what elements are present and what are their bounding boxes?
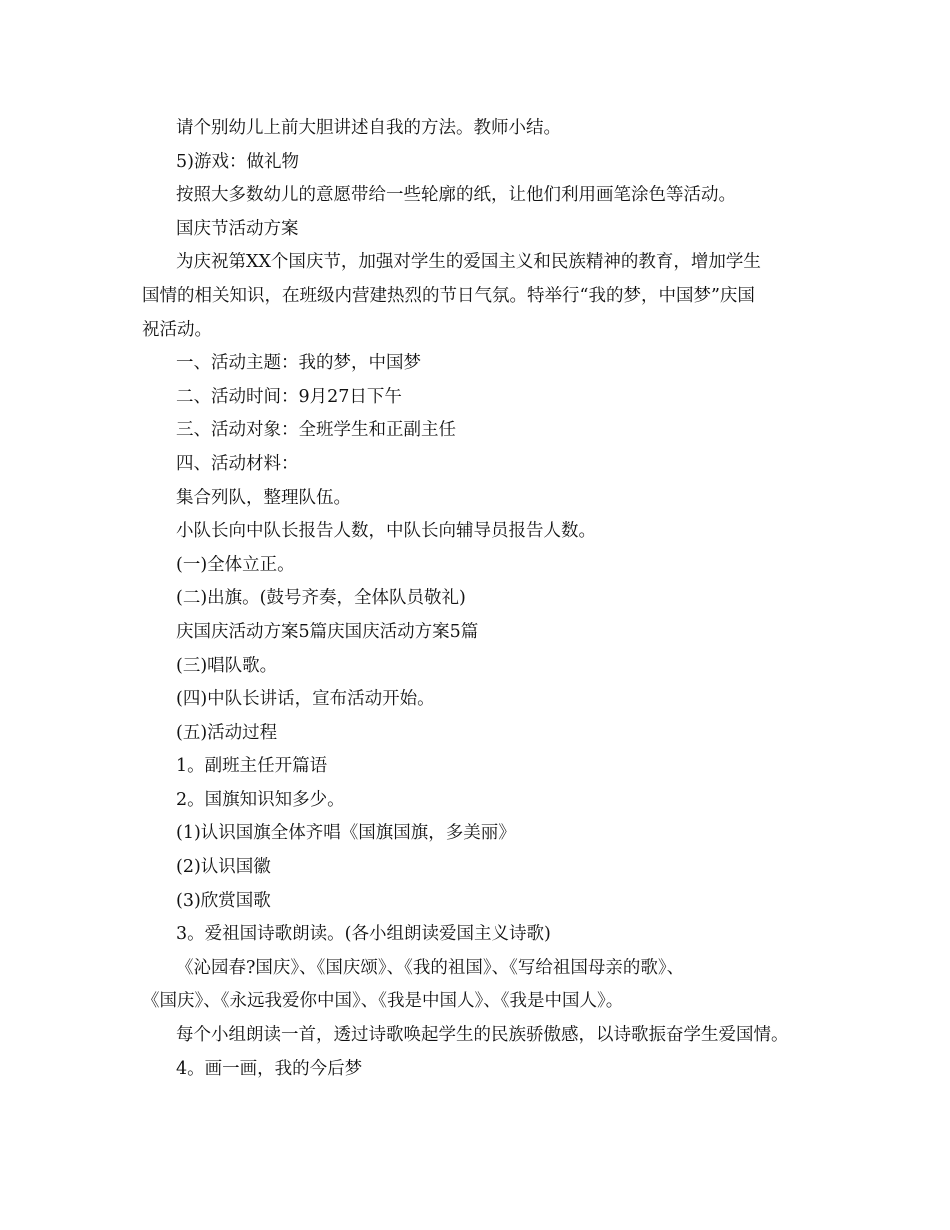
paragraph-line: (二)出旗。(鼓号齐奏，全体队员敬礼) [176, 588, 466, 609]
paragraph-line: 集合列队，整理队伍。 [176, 487, 351, 508]
paragraph-line: (三)唱队歌。 [176, 655, 278, 676]
paragraph-line: 3。爱祖国诗歌朗读。(各小组朗读爱国主义诗歌) [176, 924, 551, 945]
paragraph-line: 按照大多数幼儿的意愿带给一些轮廓的纸，让他们利用画笔涂色等活动。 [176, 185, 736, 206]
paragraph-line: (3)欣赏国歌 [176, 890, 271, 911]
paragraph-line: 国情的相关知识，在班级内营建热烈的节日气氛。特举行“我的梦，中国梦”庆国 [142, 285, 755, 306]
paragraph-line: 小队长向中队长报告人数，中队长向辅导员报告人数。 [176, 521, 596, 542]
paragraph-line: 1。副班主任开篇语 [176, 756, 328, 777]
paragraph-line: 四、活动材料： [176, 453, 299, 474]
paragraph-line: 一、活动主题：我的梦，中国梦 [176, 353, 421, 374]
paragraph-line: 每个小组朗读一首，透过诗歌唤起学生的民族骄傲感，以诗歌振奋学生爱国情。 [176, 1025, 789, 1046]
paragraph-line: (四)中队长讲话，宣布活动开始。 [176, 689, 435, 710]
paragraph-line: (一)全体立正。 [176, 554, 295, 575]
paragraph-line: (五)活动过程 [176, 722, 278, 743]
paragraph-line: 三、活动对象：全班学生和正副主任 [176, 420, 456, 441]
paragraph-line: (2)认识国徽 [176, 857, 271, 878]
paragraph-line: 庆国庆活动方案5篇庆国庆活动方案5篇 [176, 621, 479, 642]
paragraph-line: 《国庆》、《永远我爱你中国》、《我是中国人》、《我是中国人》。 [142, 991, 624, 1012]
paragraph-line: 《沁园春?国庆》、《国庆颂》、《我的祖国》、《写给祖国母亲的歌》、 [176, 957, 685, 978]
document-body [142, 112, 812, 1086]
paragraph-line: 祝活动。 [142, 319, 212, 340]
paragraph-line: 2。国旗知识知多少。 [176, 789, 345, 810]
paragraph-line: 请个别幼儿上前大胆讲述自我的方法。教师小结。 [176, 118, 561, 138]
paragraph-line: 为庆祝第XX个国庆节，加强对学生的爱国主义和民族精神的教育，增加学生 [176, 252, 761, 273]
paragraph-line: 二、活动时间：9月27日下午 [176, 386, 402, 407]
paragraph-line: 4。画一画，我的今后梦 [176, 1058, 363, 1079]
paragraph-line: (1)认识国旗全体齐唱《国旗国旗，多美丽》 [176, 823, 516, 844]
paragraph-line: 5)游戏：做礼物 [176, 151, 299, 172]
section-heading: 国庆节活动方案 [176, 218, 299, 239]
